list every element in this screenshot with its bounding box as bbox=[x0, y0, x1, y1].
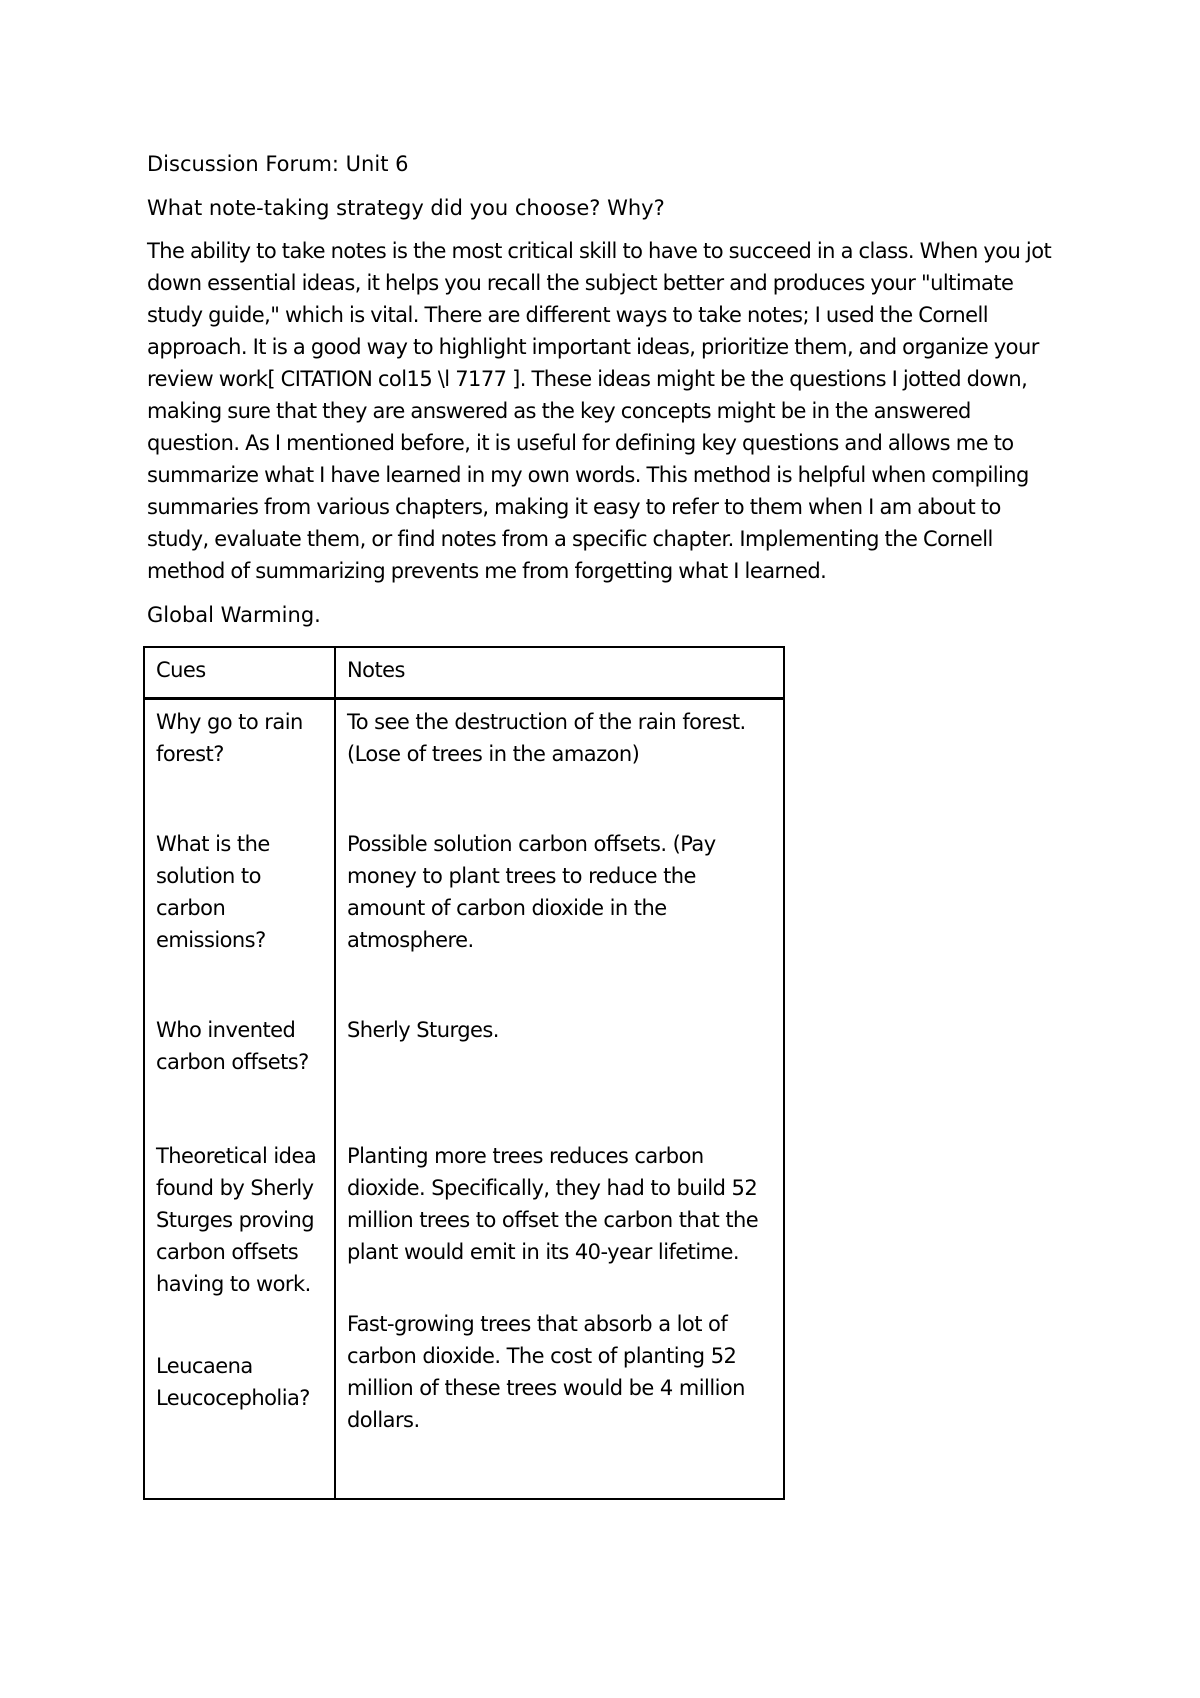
cue-text: What is the solution to carbon emissions? bbox=[156, 832, 270, 952]
notes-topic-title: Global Warming. bbox=[147, 603, 321, 627]
cue-text: Theoretical idea found by Sherly Sturges proving carbon offsets having to work. bbox=[156, 1144, 317, 1296]
notes-column-header: Notes bbox=[335, 647, 784, 699]
note-text: Fast-growing trees that absorb a lot of carbon dioxide. The cost of planting 52 million of these trees would be 4 million dollars. bbox=[347, 1312, 745, 1432]
cornell-notes-table bbox=[143, 646, 785, 1500]
note-text: To see the destruction of the rain forest. (Lose of trees in the amazon) bbox=[347, 710, 746, 766]
document-heading: Discussion Forum: Unit 6 bbox=[147, 152, 409, 176]
table-header-row bbox=[144, 647, 784, 699]
note-text: Possible solution carbon offsets. (Pay money to plant trees to reduce the amount of carbon dioxide in the atmosphere. bbox=[347, 832, 716, 952]
prompt-question: What note-taking strategy did you choose? Why? bbox=[147, 196, 665, 220]
table-body-row bbox=[144, 699, 784, 1500]
cue-text: Who invented carbon offsets? bbox=[156, 1018, 309, 1074]
document-page bbox=[147, 148, 1067, 1500]
cues-column bbox=[144, 699, 335, 1500]
note-text: Planting more trees reduces carbon dioxide. Specifically, they had to build 52 million trees to offset the carbon that the plant would emit in its 40-year lifetime. bbox=[347, 1144, 759, 1264]
cue-text: Leucaena Leucocepholia? bbox=[156, 1354, 310, 1410]
answer-paragraph: The ability to take notes is the most critical skill to have to succeed in a class. When you jot down essential ideas, it helps you recall the subject better and produces your "ultimate study guide," which is vital. There are different ways to take notes; I used the Cornell approach. It is a good way to highlight important ideas, prioritize them, and organize your review work[ CITATION col15 \l 7177 ]. These ideas might be the questions I jotted down, making sure that they are answered as the key concepts might be in the answered question. As I mentioned before, it is useful for defining key questions and allows me to summarize what I have learned in my own words. This method is helpful when compiling summaries from various chapters, making it easy to refer to them when I am about to study, evaluate them, or find notes from a specific chapter. Implementing the Cornell method of summarizing prevents me from forgetting what I learned. bbox=[147, 239, 1052, 583]
cue-text: Why go to rain forest? bbox=[156, 710, 303, 766]
note-text: Sherly Sturges. bbox=[347, 1018, 499, 1042]
cues-column-header: Cues bbox=[144, 647, 335, 699]
notes-column bbox=[335, 699, 784, 1500]
